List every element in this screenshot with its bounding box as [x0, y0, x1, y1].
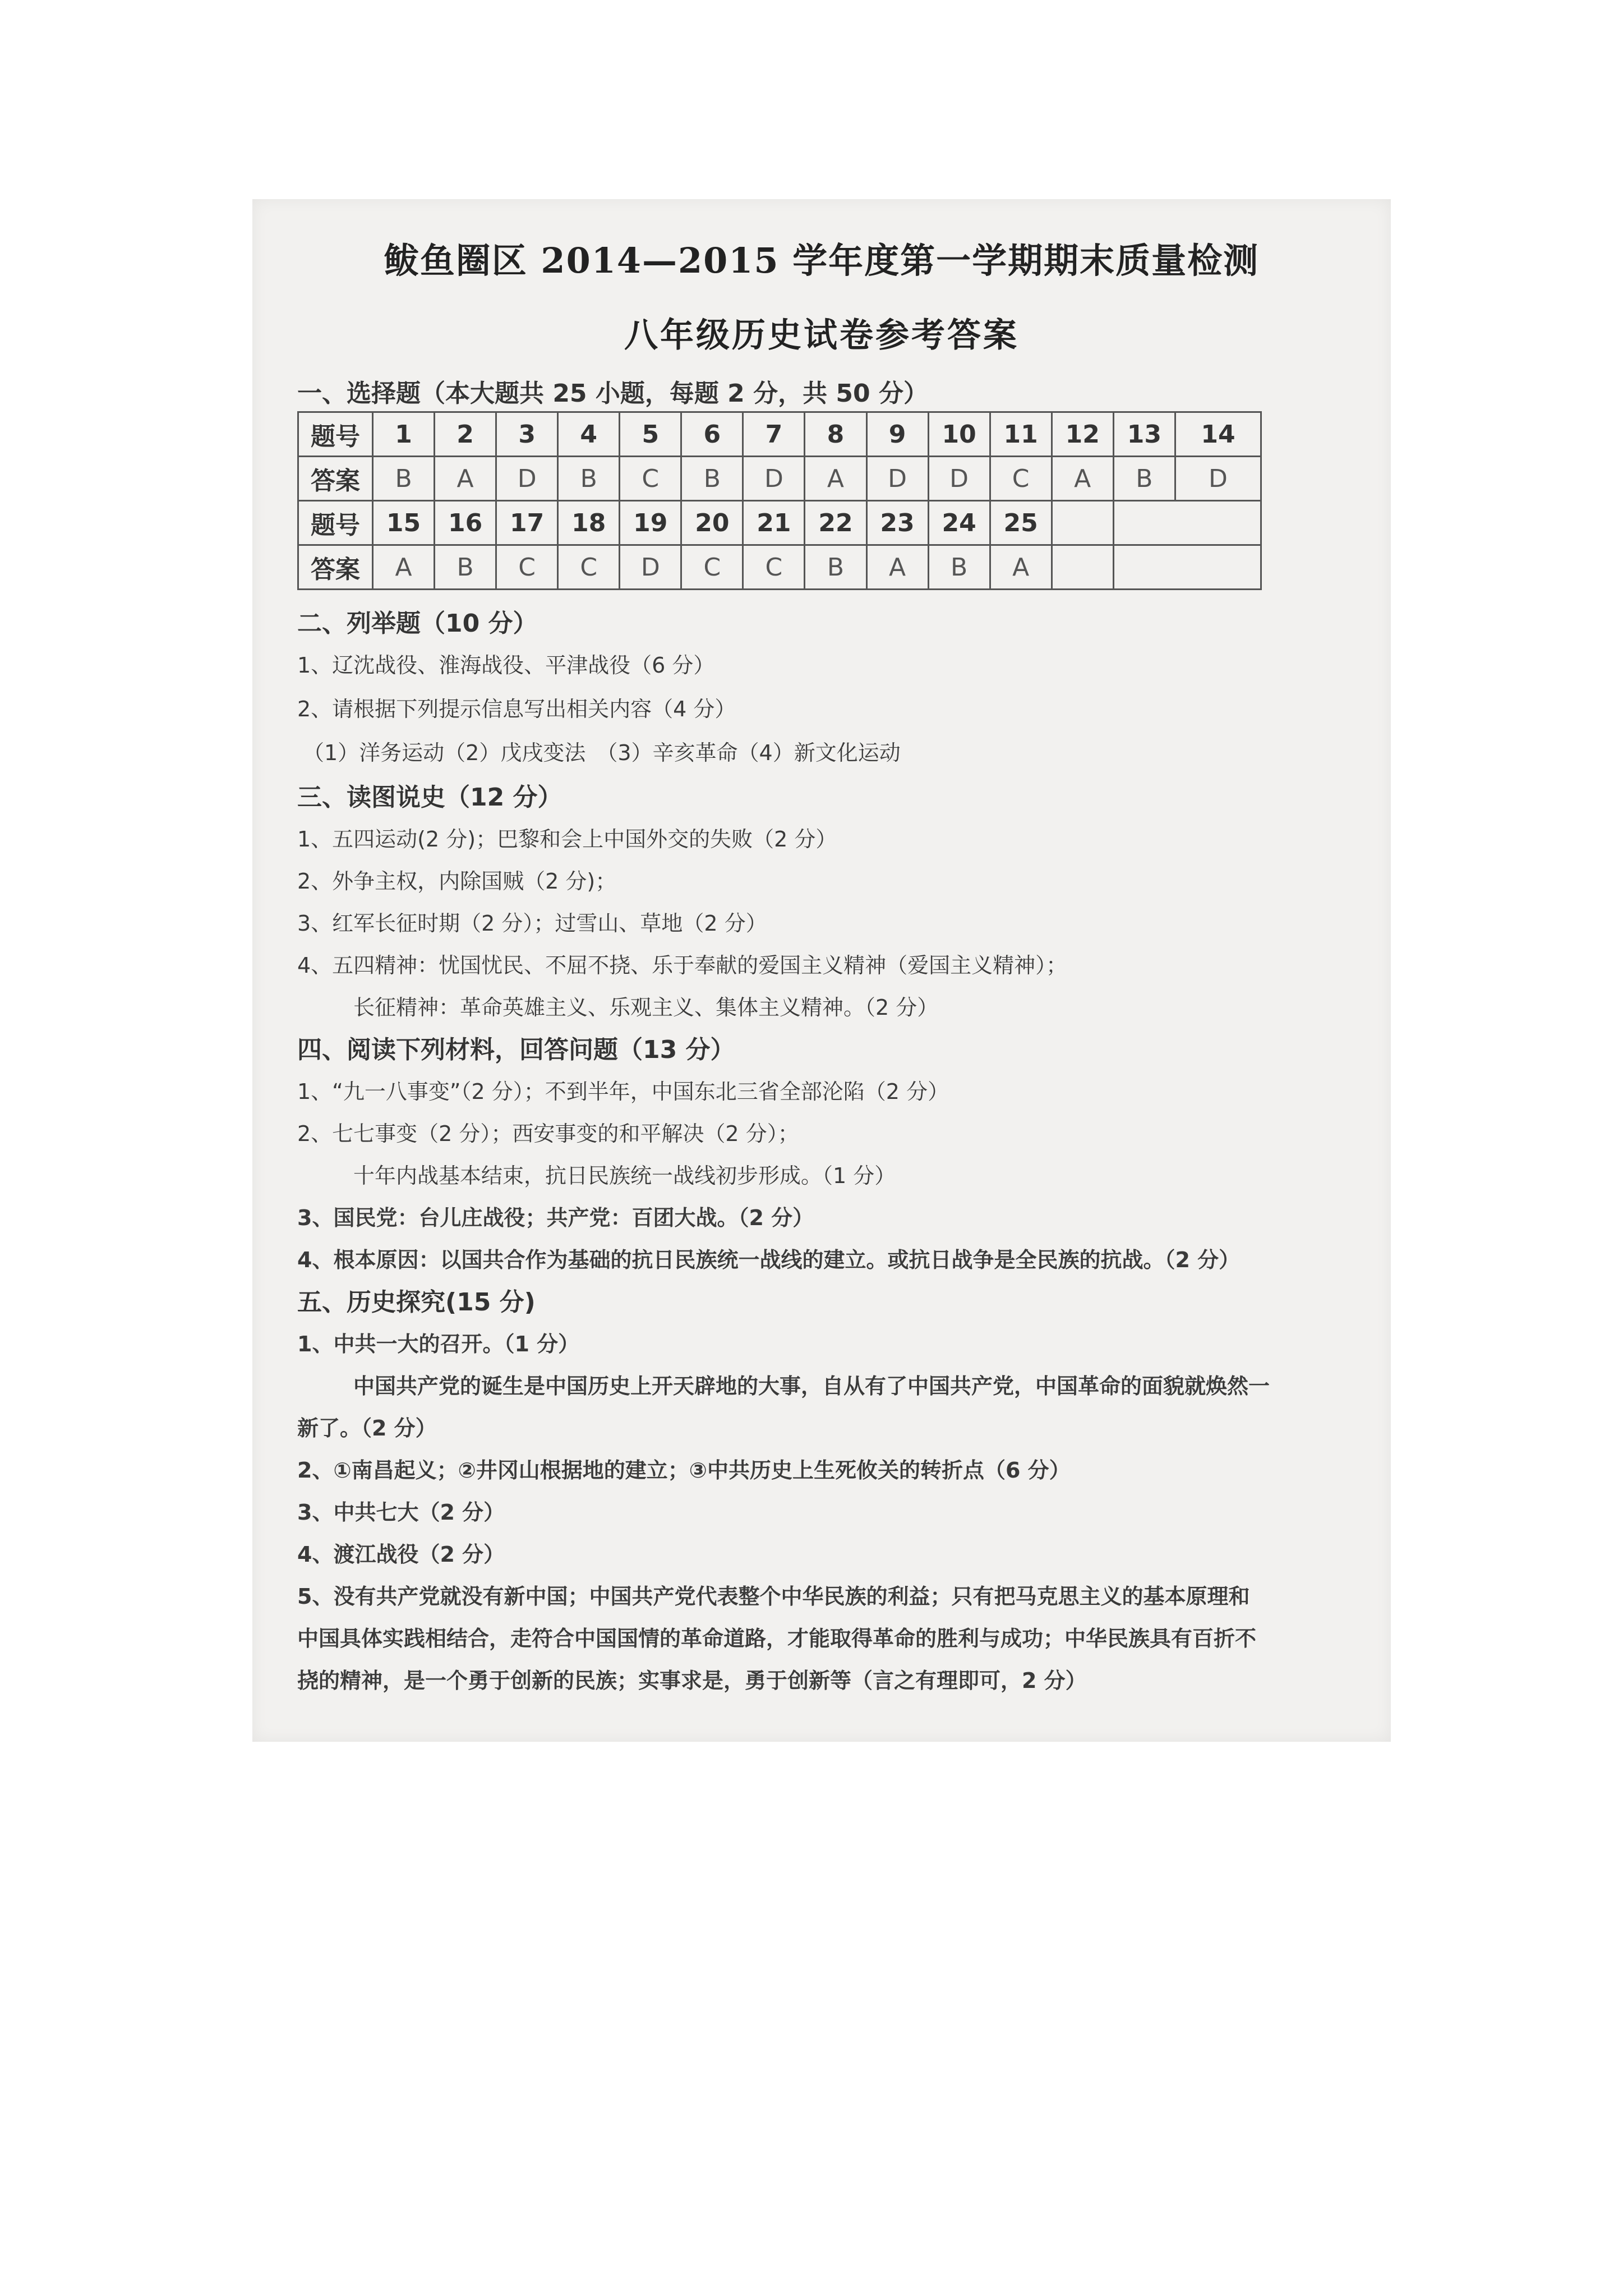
table-row — [298, 412, 1261, 457]
answer-line: 4、根本原因：以国共合作为基础的抗日民族统一战线的建立。或抗日战争是全民族的抗战。（2 分） — [297, 1248, 1241, 1272]
answer-line: 1、辽沈战役、淮海战役、平津战役（6 分） — [297, 653, 715, 678]
table-cell: 19 — [620, 501, 681, 545]
answer-line: 3、国民党：台儿庄战役；共产党：百团大战。（2 分） — [297, 1205, 814, 1230]
answer-line: 3、中共七大（2 分） — [297, 1500, 505, 1525]
section3-heading: 三、读图说史（12 分） — [297, 783, 562, 812]
table-cell: D — [620, 545, 681, 590]
answer-line: 挠的精神，是一个勇于创新的民族；实事求是，勇于创新等（言之有理即可，2 分） — [297, 1668, 1087, 1693]
document-subtitle: 八年级历史试卷参考答案 — [624, 316, 1019, 355]
table-cell: C — [990, 457, 1052, 501]
table-cell: 18 — [558, 501, 620, 545]
table-cell: 13 — [1113, 412, 1175, 457]
table-cell: B — [928, 545, 990, 590]
scanned-answer-sheet — [252, 199, 1391, 1742]
answer-line: 4、五四精神：忧国忧民、不屈不挠、乐于奉献的爱国主义精神（爱国主义精神）； — [297, 953, 1068, 978]
table-cell: 25 — [990, 501, 1052, 545]
answer-line: 2、七七事变（2 分）；西安事变的和平解决（2 分）； — [297, 1121, 799, 1146]
table-cell: 11 — [990, 412, 1052, 457]
answer-line: 2、外争主权，内除国贼（2 分)； — [297, 869, 617, 894]
table-cell — [1113, 501, 1261, 545]
answer-line: 5、没有共产党就没有新中国；中国共产党代表整个中华民族的利益；只有把马克思主义的基本原理和 — [297, 1584, 1250, 1609]
table-cell: D — [496, 457, 558, 501]
answer-table — [297, 411, 1262, 590]
table-cell: 10 — [928, 412, 990, 457]
document-title: 鲅鱼圈区 2014—2015 学年度第一学期期末质量检测 — [384, 240, 1260, 281]
table-cell: B — [435, 545, 496, 590]
table-cell: 23 — [866, 501, 928, 545]
answer-line: 2、请根据下列提示信息写出相关内容（4 分） — [297, 697, 736, 721]
table-cell: B — [681, 457, 743, 501]
row-label: 答案 — [298, 457, 373, 501]
table-cell: A — [373, 545, 435, 590]
answer-line: 2、①南昌起义；②井冈山根据地的建立；③中共历史上生死攸关的转折点（6 分） — [297, 1458, 1071, 1483]
answer-line: 中国共产党的诞生是中国历史上开天辟地的大事，自从有了中国共产党，中国革命的面貌就焕然一 — [353, 1374, 1270, 1398]
table-cell: 15 — [373, 501, 435, 545]
table-cell — [1052, 545, 1113, 590]
answer-line: 新了。（2 分） — [297, 1416, 437, 1441]
table-cell: 2 — [435, 412, 496, 457]
table-cell: B — [558, 457, 620, 501]
table-cell: 21 — [743, 501, 805, 545]
table-cell: 1 — [373, 412, 435, 457]
table-cell: A — [1052, 457, 1113, 501]
table-cell: 3 — [496, 412, 558, 457]
table-cell: D — [1175, 457, 1261, 501]
table-row — [298, 545, 1261, 590]
section2-heading: 二、列举题（10 分） — [297, 609, 538, 638]
table-cell: 17 — [496, 501, 558, 545]
table-cell: D — [866, 457, 928, 501]
table-cell: A — [435, 457, 496, 501]
table-cell — [1052, 501, 1113, 545]
row-label: 答案 — [298, 545, 373, 590]
table-cell: 16 — [435, 501, 496, 545]
answer-line: （1）洋务运动（2）戊戌变法 （3）辛亥革命（4）新文化运动 — [303, 740, 901, 765]
table-cell: C — [743, 545, 805, 590]
answer-line: 中国具体实践相结合，走符合中国国情的革命道路，才能取得革命的胜利与成功；中华民族具有百折不 — [297, 1626, 1257, 1651]
table-cell: B — [1113, 457, 1175, 501]
table-cell: 8 — [805, 412, 866, 457]
table-cell: C — [620, 457, 681, 501]
answer-line: 1、“九一八事变”（2 分）；不到半年，中国东北三省全部沦陷（2 分） — [297, 1079, 949, 1104]
table-cell: 7 — [743, 412, 805, 457]
answer-line: 4、渡江战役（2 分） — [297, 1542, 505, 1567]
row-label: 题号 — [298, 412, 373, 457]
table-cell: A — [990, 545, 1052, 590]
table-cell: 6 — [681, 412, 743, 457]
answer-line: 长征精神：革命英雄主义、乐观主义、集体主义精神。（2 分） — [353, 995, 939, 1020]
table-cell: C — [681, 545, 743, 590]
table-cell: 5 — [620, 412, 681, 457]
answer-line: 1、中共一大的召开。（1 分） — [297, 1332, 580, 1356]
section1-heading: 一、选择题（本大题共 25 小题，每题 2 分，共 50 分） — [297, 379, 928, 408]
table-cell: 9 — [866, 412, 928, 457]
table-row — [298, 457, 1261, 501]
table-cell: D — [743, 457, 805, 501]
table-cell: D — [928, 457, 990, 501]
table-cell: 14 — [1175, 412, 1261, 457]
table-cell: A — [805, 457, 866, 501]
section4-heading: 四、阅读下列材料，回答问题（13 分） — [297, 1036, 735, 1064]
table-cell: 20 — [681, 501, 743, 545]
table-cell: A — [866, 545, 928, 590]
table-cell: 22 — [805, 501, 866, 545]
table-cell: C — [496, 545, 558, 590]
section5-heading: 五、历史探究(15 分) — [297, 1288, 536, 1317]
table-cell: C — [558, 545, 620, 590]
table-cell: B — [373, 457, 435, 501]
table-cell: 4 — [558, 412, 620, 457]
answer-line: 3、红军长征时期（2 分）；过雪山、草地（2 分） — [297, 911, 767, 936]
answer-line: 十年内战基本结束，抗日民族统一战线初步形成。（1 分） — [353, 1163, 896, 1188]
table-row — [298, 501, 1261, 545]
answer-line: 1、五四运动(2 分)；巴黎和会上中国外交的失败（2 分） — [297, 827, 837, 852]
table-cell: B — [805, 545, 866, 590]
table-cell: 12 — [1052, 412, 1113, 457]
table-cell: 24 — [928, 501, 990, 545]
table-cell — [1113, 545, 1261, 590]
row-label: 题号 — [298, 501, 373, 545]
